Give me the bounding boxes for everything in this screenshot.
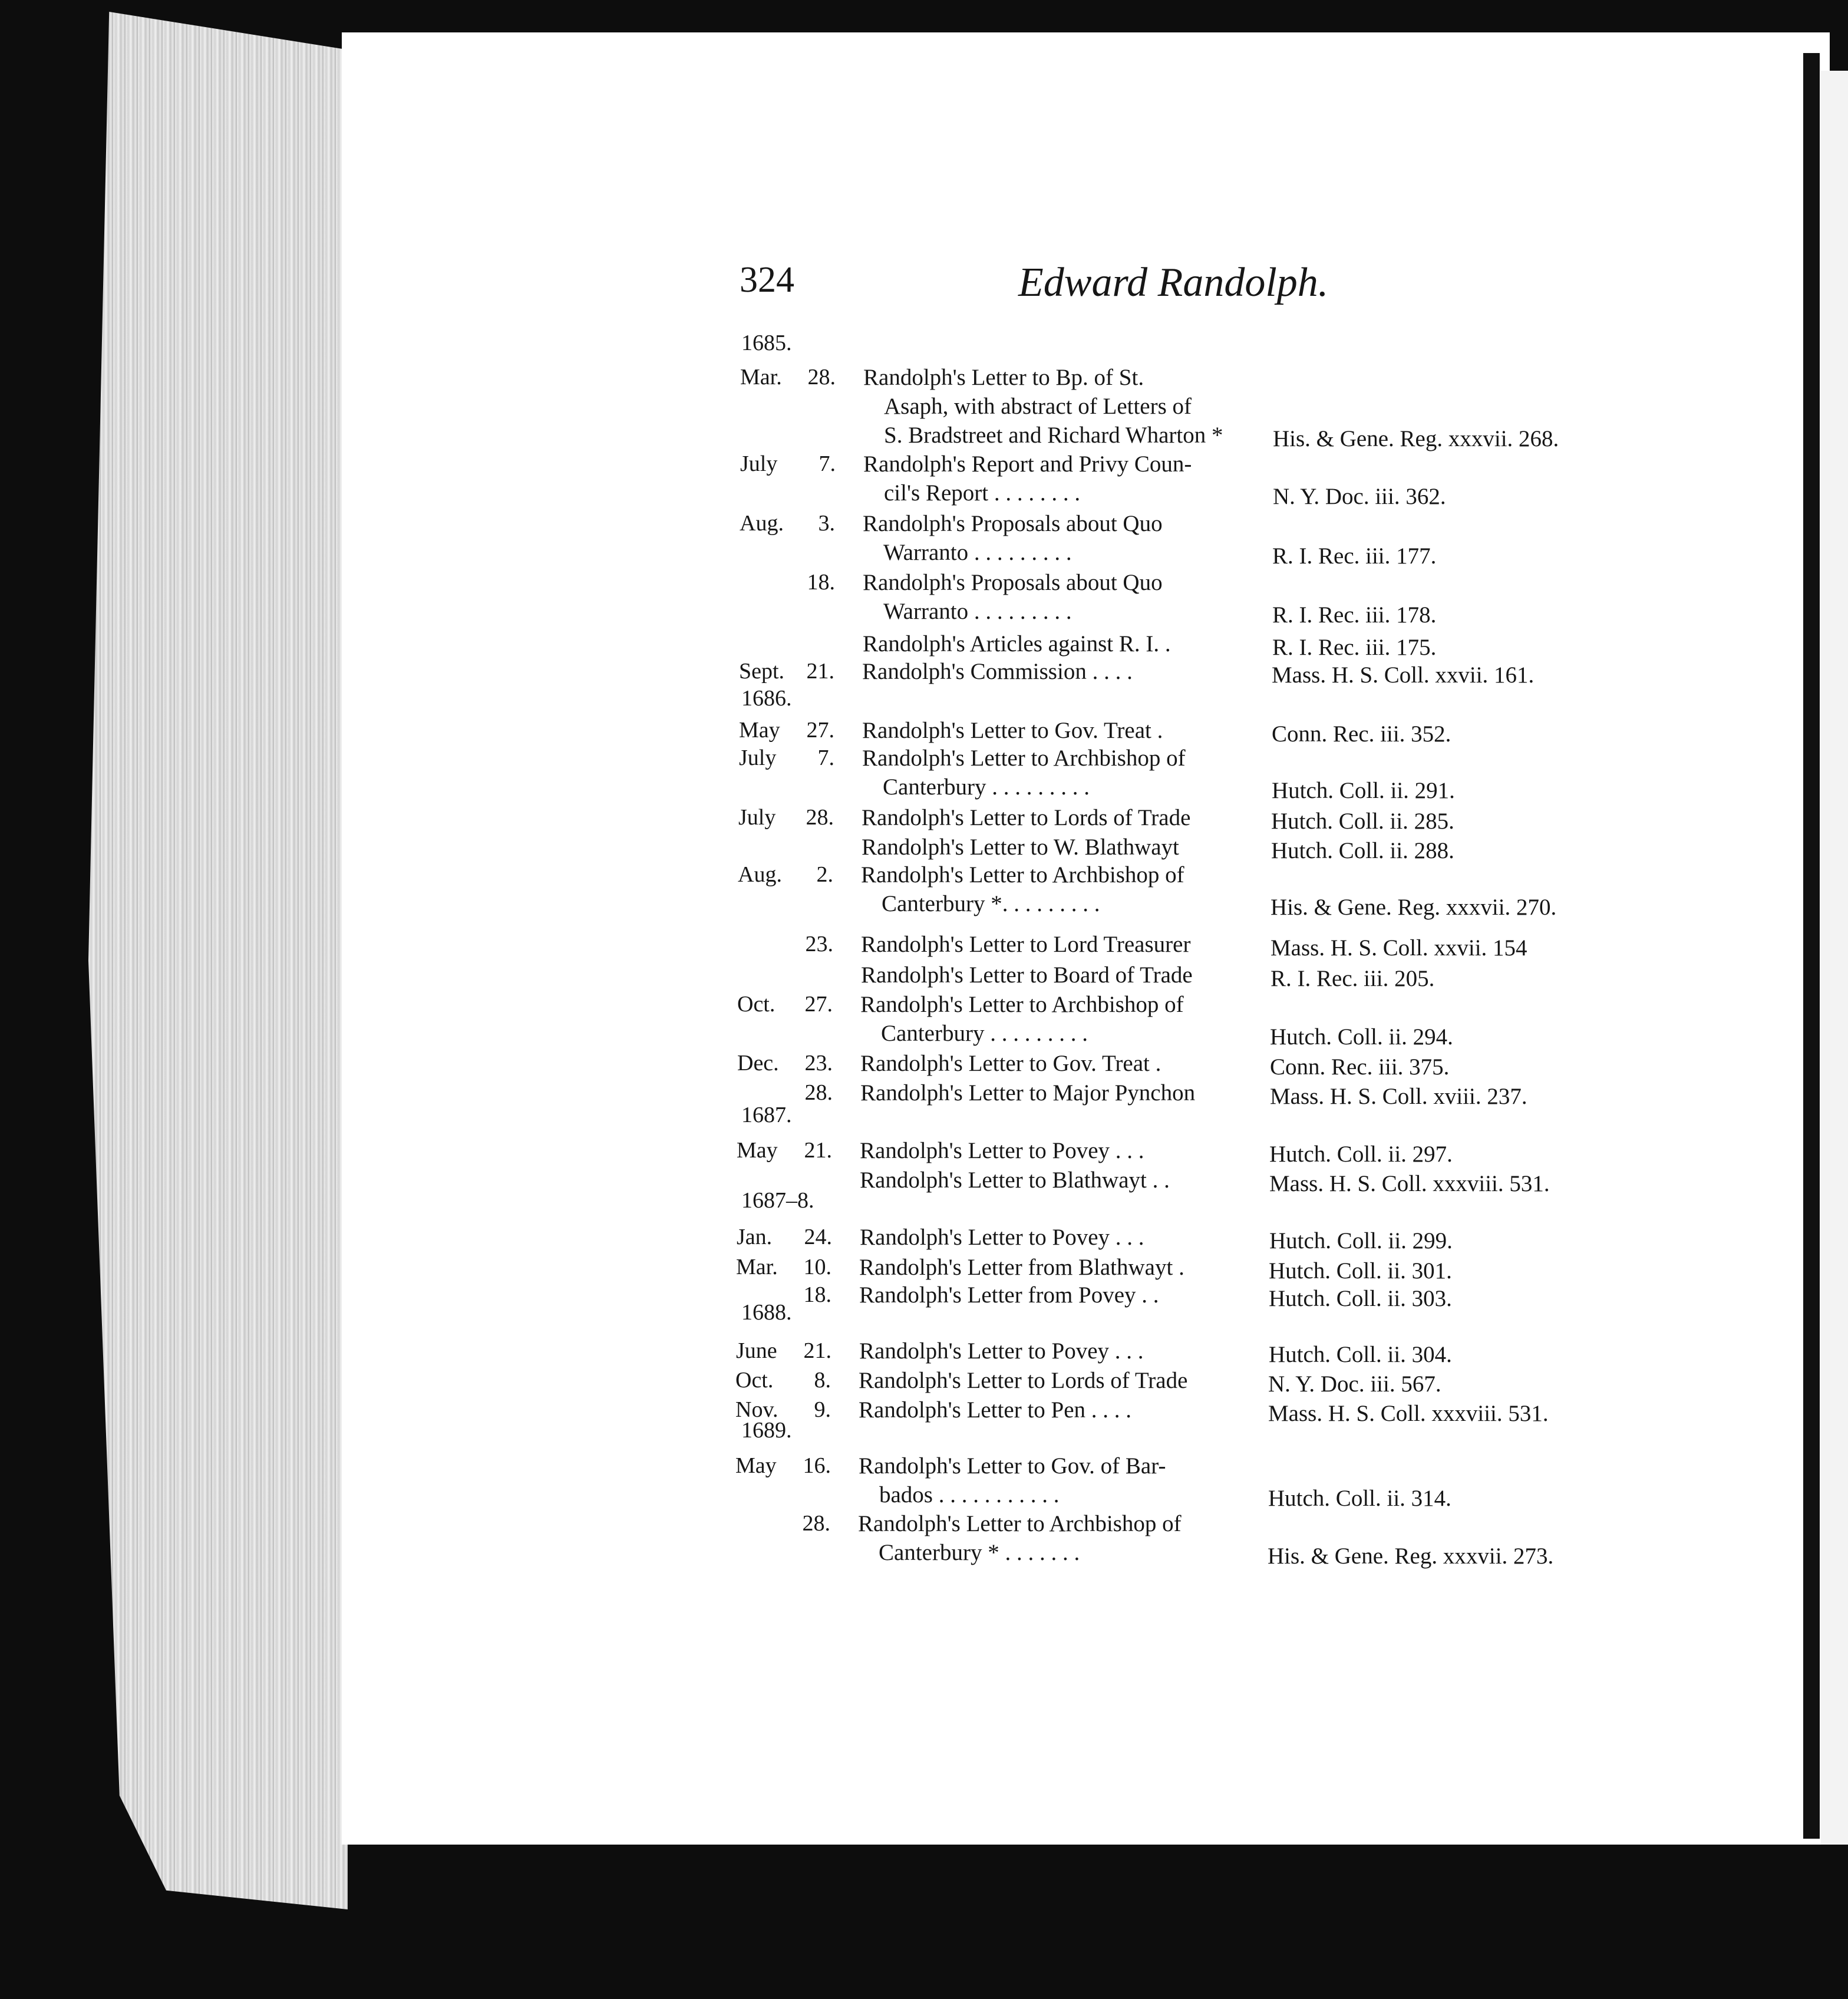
entry-month: Sept. bbox=[739, 659, 785, 684]
entry-month: Mar. bbox=[740, 365, 782, 390]
entry-title-line: Randolph's Articles against R. I. . bbox=[863, 631, 1171, 657]
entry-title-line: Randolph's Letter from Blathwayt . bbox=[859, 1255, 1184, 1280]
entry-month: July bbox=[739, 745, 777, 770]
entry-title-line: Randolph's Letter to W. Blathwayt bbox=[862, 834, 1179, 860]
year-heading: 1685. bbox=[741, 331, 792, 355]
entry-day: 27. bbox=[806, 718, 834, 743]
entry-title-line: Randolph's Letter to Archbishop of bbox=[858, 1511, 1182, 1536]
entry-day: 18. bbox=[803, 1282, 831, 1307]
entry-title-line: Canterbury *. . . . . . . . . bbox=[882, 891, 1100, 916]
entry-source: R. I. Rec. iii. 177. bbox=[1272, 543, 1437, 569]
entry-source: Hutch. Coll. ii. 288. bbox=[1271, 838, 1454, 863]
entry-day: 7. bbox=[817, 745, 834, 770]
entry-source: Hutch. Coll. ii. 299. bbox=[1269, 1228, 1453, 1254]
year-heading: 1687–8. bbox=[741, 1188, 814, 1213]
entry-title-line: Randolph's Letter to Major Pynchon bbox=[860, 1080, 1196, 1106]
gutter-shadow bbox=[1803, 53, 1820, 1839]
entry-day: 8. bbox=[814, 1368, 831, 1393]
entry-source: R. I. Rec. iii. 178. bbox=[1272, 602, 1437, 628]
entry-day: 16. bbox=[803, 1453, 831, 1478]
entry-title-line: Randolph's Letter from Povey . . bbox=[859, 1282, 1159, 1308]
entry-day: 21. bbox=[806, 659, 834, 684]
entry-day: 28. bbox=[807, 365, 836, 390]
entry-month: May bbox=[735, 1453, 777, 1478]
entry-title-line: Randolph's Proposals about Quo bbox=[863, 511, 1163, 536]
entry-title-line: Asaph, with abstract of Letters of bbox=[884, 394, 1192, 419]
entry-title-line: Randolph's Letter to Lords of Trade bbox=[862, 805, 1191, 830]
entry-source: His. & Gene. Reg. xxxvii. 273. bbox=[1268, 1543, 1554, 1569]
page-number: 324 bbox=[740, 260, 794, 300]
entry-title-line: Randolph's Letter to Bp. of St. bbox=[863, 365, 1144, 390]
entry-month: Dec. bbox=[737, 1051, 779, 1076]
entry-source: Mass. H. S. Coll. xxxviii. 531. bbox=[1269, 1171, 1550, 1196]
entry-day: 24. bbox=[804, 1225, 832, 1249]
entry-day: 9. bbox=[814, 1397, 831, 1422]
entry-source: N. Y. Doc. iii. 362. bbox=[1273, 484, 1446, 509]
entry-title-line: Randolph's Letter to Board of Trade bbox=[861, 962, 1193, 988]
entry-month: Mar. bbox=[736, 1255, 778, 1279]
entry-title-line: bados . . . . . . . . . . . bbox=[879, 1482, 1060, 1508]
entry-source: R. I. Rec. iii. 205. bbox=[1270, 966, 1435, 991]
entry-day: 7. bbox=[819, 451, 836, 476]
entry-month: July bbox=[740, 451, 778, 476]
entry-title-line: Randolph's Letter to Archbishop of bbox=[861, 862, 1184, 888]
year-heading: 1688. bbox=[741, 1300, 792, 1325]
entry-title-line: Canterbury * . . . . . . . bbox=[879, 1540, 1080, 1565]
entry-month: Oct. bbox=[737, 992, 776, 1017]
entry-title-line: Randolph's Letter to Gov. Treat . bbox=[860, 1051, 1161, 1076]
entry-day: 3. bbox=[818, 511, 835, 536]
entry-source: Hutch. Coll. ii. 303. bbox=[1269, 1286, 1452, 1311]
entry-month: June bbox=[736, 1338, 777, 1363]
entry-month: Nov. bbox=[735, 1397, 778, 1422]
entry-title-line: Randolph's Letter to Pen . . . . bbox=[859, 1397, 1132, 1423]
entry-day: 27. bbox=[804, 992, 833, 1017]
entry-title-line: Randolph's Report and Privy Coun- bbox=[863, 451, 1192, 477]
entry-source: His. & Gene. Reg. xxxvii. 268. bbox=[1273, 426, 1559, 451]
entry-title-line: Randolph's Letter to Povey . . . bbox=[859, 1338, 1144, 1364]
entry-source: Conn. Rec. iii. 352. bbox=[1272, 721, 1451, 747]
entry-title-line: Randolph's Letter to Blathwayt . . bbox=[860, 1167, 1170, 1193]
entry-day: 28. bbox=[806, 805, 834, 830]
entry-source: Hutch. Coll. ii. 301. bbox=[1269, 1258, 1452, 1284]
entry-source: Hutch. Coll. ii. 294. bbox=[1270, 1024, 1453, 1050]
entry-title-line: Warranto . . . . . . . . . bbox=[883, 540, 1072, 565]
entry-title-line: Randolph's Letter to Lords of Trade bbox=[859, 1368, 1188, 1393]
entry-source: N. Y. Doc. iii. 567. bbox=[1268, 1371, 1441, 1397]
entry-title-line: Randolph's Letter to Povey . . . bbox=[860, 1138, 1144, 1163]
entry-title-line: Warranto . . . . . . . . . bbox=[883, 599, 1072, 624]
entry-month: July bbox=[738, 805, 776, 830]
entry-day: 21. bbox=[803, 1338, 831, 1363]
entry-source: Hutch. Coll. ii. 285. bbox=[1271, 809, 1454, 834]
entry-title-line: Randolph's Letter to Gov. of Bar- bbox=[859, 1453, 1166, 1479]
entry-title-line: Randolph's Letter to Lord Treasurer bbox=[861, 932, 1191, 957]
entry-month: Oct. bbox=[735, 1368, 774, 1393]
entry-day: 23. bbox=[804, 1051, 833, 1076]
entry-month: May bbox=[739, 718, 780, 743]
entry-source: Hutch. Coll. ii. 304. bbox=[1269, 1342, 1452, 1367]
entry-title-line: cil's Report . . . . . . . . bbox=[884, 480, 1081, 506]
entry-source: Mass. H. S. Coll. xxvii. 154 bbox=[1270, 935, 1527, 961]
entry-title-line: S. Bradstreet and Richard Wharton * bbox=[884, 423, 1223, 448]
entry-month: Aug. bbox=[740, 511, 784, 536]
page-stack-edges bbox=[88, 12, 348, 1909]
entry-source: Conn. Rec. iii. 375. bbox=[1270, 1054, 1450, 1080]
year-heading: 1689. bbox=[741, 1418, 792, 1443]
entry-title-line: Canterbury . . . . . . . . . bbox=[883, 774, 1090, 800]
entry-day: 21. bbox=[804, 1138, 832, 1163]
entry-day: 18. bbox=[807, 570, 835, 595]
entry-source: R. I. Rec. iii. 175. bbox=[1272, 635, 1437, 660]
entry-source: His. & Gene. Reg. xxxvii. 270. bbox=[1270, 895, 1557, 920]
entry-title-line: Canterbury . . . . . . . . . bbox=[881, 1021, 1088, 1046]
entry-day: 2. bbox=[816, 862, 833, 887]
entry-title-line: Randolph's Letter to Archbishop of bbox=[862, 745, 1186, 771]
entry-source: Mass. H. S. Coll. xxvii. 161. bbox=[1272, 662, 1534, 688]
entry-source: Mass. H. S. Coll. xviii. 237. bbox=[1270, 1084, 1527, 1109]
entry-title-line: Randolph's Letter to Povey . . . bbox=[860, 1225, 1144, 1250]
entry-source: Hutch. Coll. ii. 297. bbox=[1269, 1142, 1453, 1167]
entry-day: 10. bbox=[803, 1255, 831, 1279]
entry-source: Hutch. Coll. ii. 291. bbox=[1272, 778, 1455, 803]
entry-title-line: Randolph's Proposals about Quo bbox=[863, 570, 1163, 595]
facing-page-edge bbox=[1821, 71, 1848, 1845]
entry-month: May bbox=[737, 1138, 778, 1163]
running-head: Edward Randolph. bbox=[1018, 260, 1329, 305]
entry-month: Jan. bbox=[737, 1225, 773, 1249]
entry-month: Aug. bbox=[738, 862, 782, 887]
year-heading: 1686. bbox=[741, 686, 792, 711]
entry-day: 28. bbox=[802, 1511, 830, 1536]
entry-source: Mass. H. S. Coll. xxxviii. 531. bbox=[1268, 1401, 1549, 1426]
entry-source: Hutch. Coll. ii. 314. bbox=[1268, 1486, 1451, 1511]
entry-title-line: Randolph's Letter to Gov. Treat . bbox=[862, 718, 1163, 743]
entry-title-line: Randolph's Letter to Archbishop of bbox=[860, 992, 1184, 1017]
entry-day: 23. bbox=[805, 932, 833, 956]
year-heading: 1687. bbox=[741, 1103, 792, 1127]
entry-day: 28. bbox=[804, 1080, 833, 1105]
entry-title-line: Randolph's Commission . . . . bbox=[862, 659, 1133, 684]
